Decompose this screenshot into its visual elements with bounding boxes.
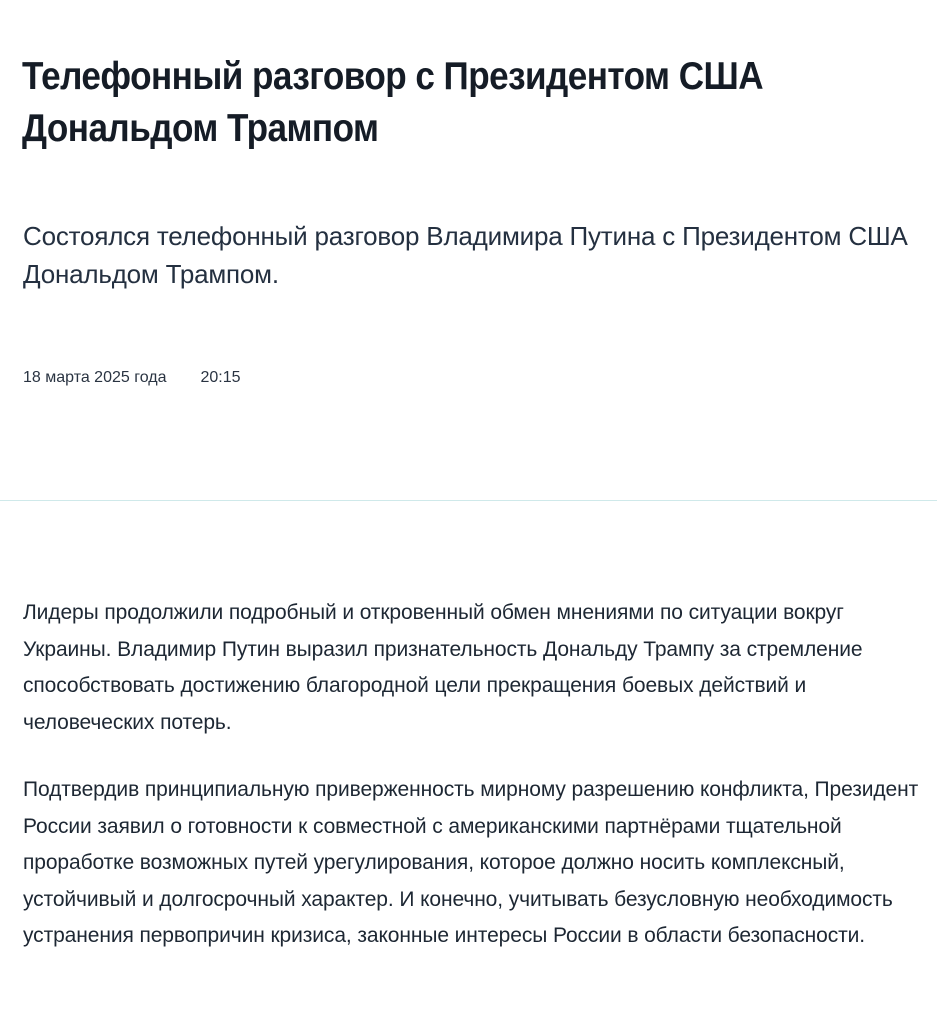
article-lead: Состоялся телефонный разговор Владимира Путина с Президентом США Дональдом Трампом.: [23, 221, 908, 289]
body-paragraph: Подтвердив принципиальную приверженность мирному разрешению конфликта, Президент России заявил о готовности к совместной с американскими партнёрами тщательной проработке возможных путей урегулирования, которое должно носить комплексный, устойчивый и долгосрочный характер. И конечно, учитывать безусловную необходимость устранения первопричин кризиса, законные интересы России в области безопасности.: [23, 778, 919, 947]
section-divider: [0, 500, 937, 501]
article-title: Телефонный разговор с Президентом США Дональдом Трампом: [22, 55, 764, 150]
article-meta: [23, 368, 241, 388]
body-paragraph: Лидеры продолжили подробный и откровенный обмен мнениями по ситуации вокруг Украины. Владимир Путин выразил признательность Дональду Трампу за стремление способствовать достижению благородной цели прекращения боевых действий и человеческих потерь.: [23, 601, 863, 734]
article-body: [23, 595, 923, 986]
publish-date: 18 марта 2025 года: [23, 369, 167, 386]
publish-time: 20:15: [200, 369, 241, 386]
